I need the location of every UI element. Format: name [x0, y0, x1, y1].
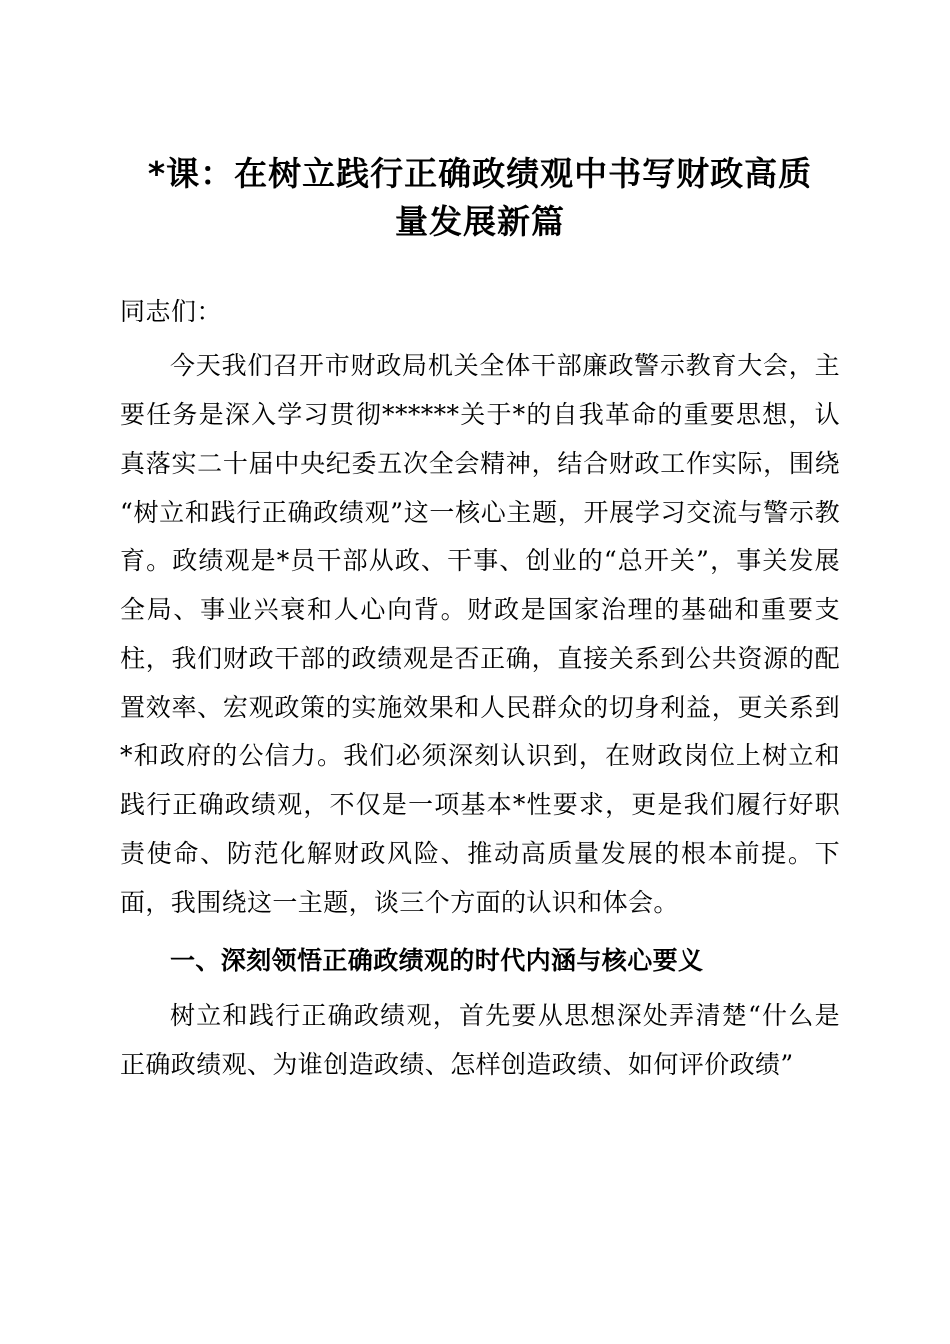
section-heading: 一、深刻领悟正确政绩观的时代内涵与核心要义 [170, 946, 704, 976]
section-paragraph: 树立和践行正确政绩观，首先要从思想深处弄清楚“什么是正确政绩观、为谁创造政绩、怎样创造政绩、如何评价政绩” [120, 1001, 840, 1079]
body-paragraph: 今天我们召开市财政局机关全体干部廉政警示教育大会，主要任务是深入学习贯彻******关于*的自我革命的重要思想，认真落实二十届中央纪委五次全会精神，结合财政工作实际，围绕“树立和践行正确政绩观”这一核心主题，开展学习交流与警示教育。政绩观是*员干部从政、干事、创业的“总开关”，事关发展全局、事业兴衰和人心向背。财政是国家治理的基础和重要支柱，我们财政干部的政绩观是否正确，直接关系到公共资源的配置效率、宏观政策的实施效果和人民群众的切身利益，更关系到*和政府的公信力。我们必须深刻认识到，在财政岗位上树立和践行正确政绩观，不仅是一项基本*性要求，更是我们履行好职责使命、防范化解财政风险、推动高质量发展的根本前提。下面，我围绕这一主题，谈三个方面的认识和体会。 [120, 351, 840, 917]
salutation: 同志们： [120, 296, 223, 326]
page-title: *课：在树立践行正确政绩观中书写财政高质量发展新篇 [147, 154, 813, 241]
